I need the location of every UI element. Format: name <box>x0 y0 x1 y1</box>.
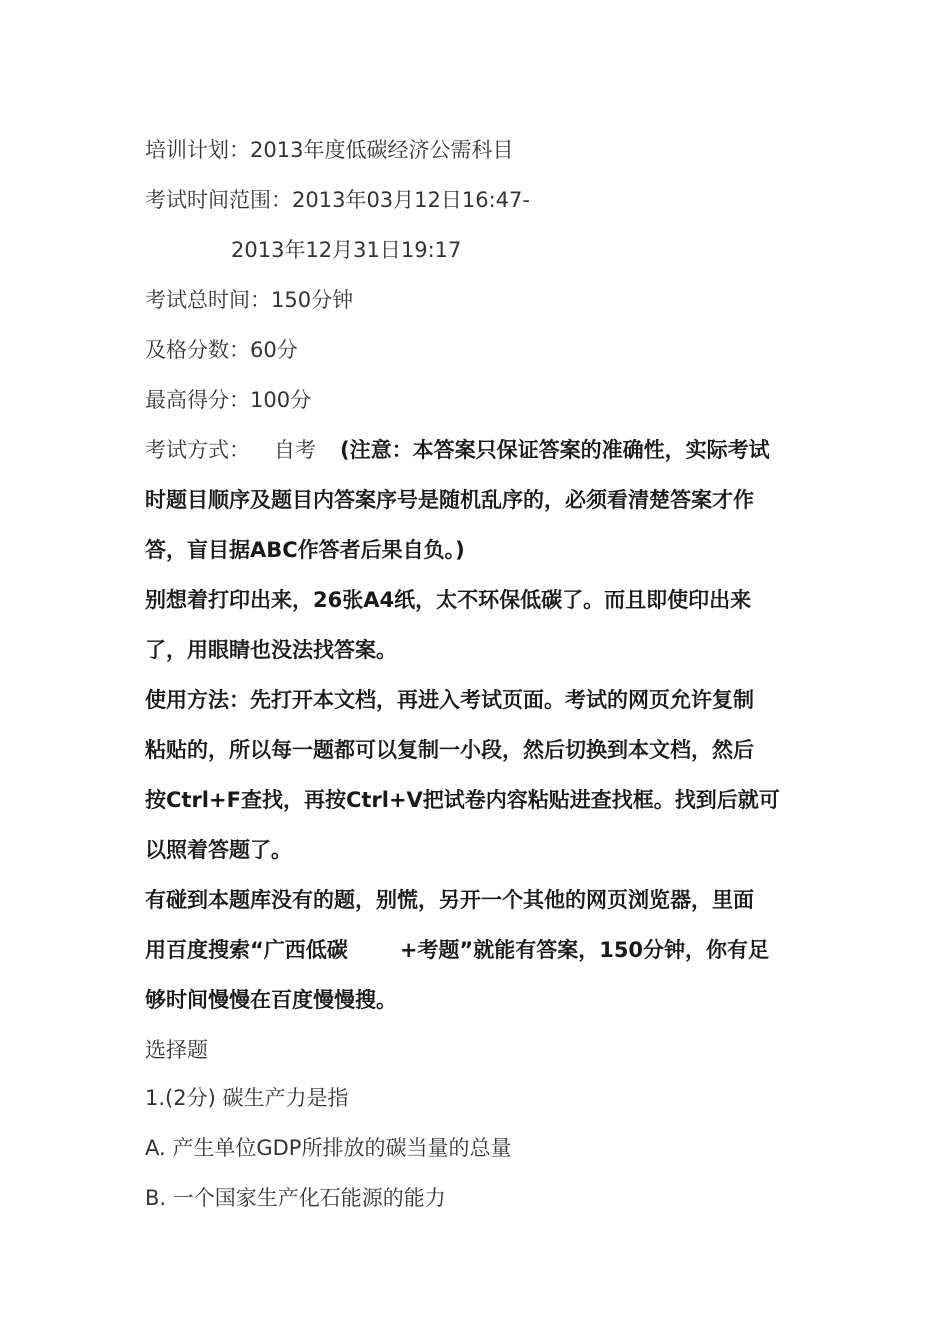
answer-accuracy-note: (注意：本答案只保证答案的准确性，实际考试 <box>340 438 770 462</box>
total-exam-time: 考试总时间：150分钟 <box>145 288 354 312</box>
usage-instructions-2: 粘贴的，所以每一题都可以复制一小段，然后切换到本文档，然后 <box>145 738 754 762</box>
answer-order-note: 时题目顺序及题目内答案序号是随机乱序的，必须看清楚答案才作 <box>145 488 754 512</box>
option-a: A. 产生单位GDP所排放的碳当量的总量 <box>145 1136 512 1160</box>
option-b: B. 一个国家生产化石能源的能力 <box>145 1186 446 1210</box>
section-title: 选择题 <box>145 1038 208 1062</box>
usage-instructions-3: 按Ctrl+F查找，再按Ctrl+V把试卷内容粘贴进查找框。找到后就可 <box>145 788 780 812</box>
missing-question-tip: 有碰到本题库没有的题，别慌，另开一个其他的网页浏览器，里面 <box>145 888 754 912</box>
search-tip-end: 够时间慢慢在百度慢慢搜。 <box>145 988 397 1012</box>
passing-score: 及格分数：60分 <box>145 338 298 362</box>
exam-mode-row <box>145 435 810 465</box>
search-tip-row <box>145 935 810 965</box>
search-tip-part1: 用百度搜索“广西低碳 <box>145 938 348 962</box>
question-stem: 1.(2分) 碳生产力是指 <box>145 1086 349 1110</box>
exam-time-range: 考试时间范围：2013年03月12日16:47- <box>145 188 530 212</box>
training-plan: 培训计划：2013年度低碳经济公需科目 <box>145 138 514 162</box>
exam-time-range-end: 2013年12月31日19:17 <box>231 238 462 262</box>
no-print-note: 别想着打印出来，26张A4纸，太不环保低碳了。而且即使印出来 <box>145 588 752 612</box>
search-tip-part2: +考题”就能有答案，150分钟，你有足 <box>399 938 770 962</box>
usage-instructions: 使用方法：先打开本文档，再进入考试页面。考试的网页允许复制 <box>145 688 754 712</box>
exam-mode-label: 考试方式： <box>145 438 250 462</box>
no-print-note-end: 了，用眼睛也没法找答案。 <box>145 638 397 662</box>
answer-warning-note: 答，盲目据ABC作答者后果自负。) <box>145 538 465 562</box>
highest-score: 最高得分：100分 <box>145 388 312 412</box>
usage-instructions-4: 以照着答题了。 <box>145 838 292 862</box>
exam-mode-value: 自考 <box>274 438 316 462</box>
